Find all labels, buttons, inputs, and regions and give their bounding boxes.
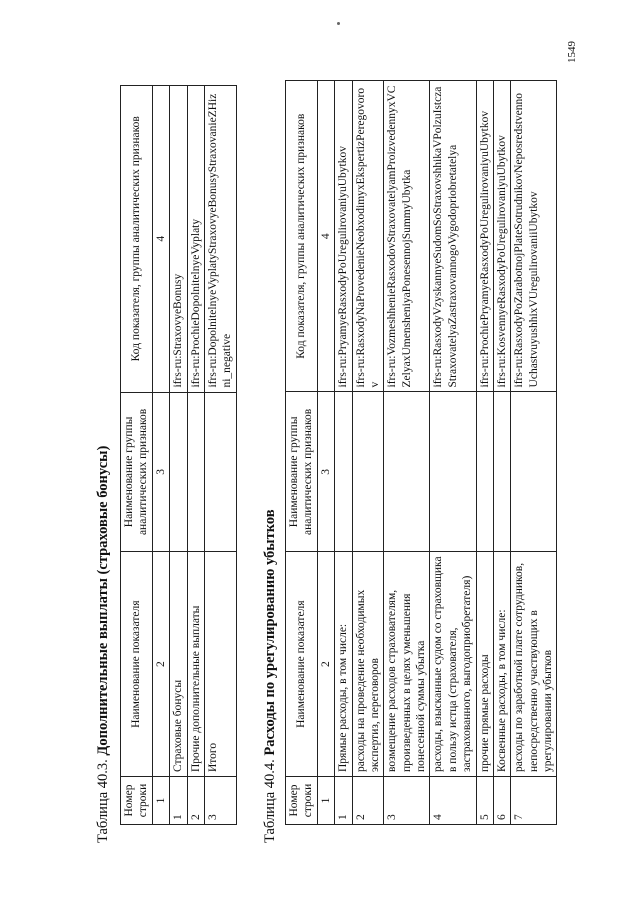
header-group-name: Наименование группы аналитических признаков — [286, 392, 318, 552]
row-number: 7 — [511, 777, 557, 825]
table-row — [352, 81, 384, 825]
col-number: 1 — [152, 777, 169, 825]
caption-prefix: Таблица 40.4. — [262, 755, 278, 843]
col-number: 4 — [317, 81, 334, 392]
row-number: 1 — [170, 777, 187, 825]
row-code: ifrs-ru:ProchiePryamyeRasxodyPoUregulirovaniyuUbytkov — [476, 81, 493, 392]
row-name: возмещение расходов страхователям, произведенных в целях уменьшения понесенной суммы убытка — [384, 552, 430, 777]
col-number: 2 — [152, 552, 169, 777]
row-code: ifrs-ru:StraxovyeBonusy — [170, 86, 187, 393]
row-name: расходы по заработной плате сотрудников, непосредственно участвующих в урегулировании убытков — [511, 552, 557, 777]
scan-speck — [337, 22, 340, 25]
col-number: 3 — [317, 392, 334, 552]
header-code: Код показателя, группы аналитических признаков — [286, 81, 318, 392]
row-code: ifrs-ru:VozmeshhenieRasxodovStraxovatelyamProizvedennyxVCZelyaxUmensheniyaPonesennojSummyUbytka — [384, 81, 430, 392]
row-number: 2 — [352, 777, 384, 825]
row-group — [511, 392, 557, 552]
caption-title: Дополнительные выплаты (страховые бонусы) — [95, 445, 111, 756]
row-code: ifrs-ru:RasxodyPoZarabotnojPlateSotrudnikovNeposredstvennoUchastvuyushhixVUregulirovaniiUbytkov — [511, 81, 557, 392]
table-row — [430, 81, 476, 825]
row-code: ifrs-ru:RasxodyVzyskannyeSudomSoStraxovshhikaVPolzuIstczaStraxovatelyaZastraxovannogoVygodopriobretatelya — [430, 81, 476, 392]
col-number: 2 — [317, 552, 334, 777]
row-number: 1 — [335, 777, 352, 825]
row-code: ifrs-ru:RasxodyNaProvedenieNeobxodimyxEkspertizPeregovorov — [352, 81, 384, 392]
table-row — [335, 81, 352, 825]
header-row-number: Номер строки — [121, 777, 153, 825]
row-group — [384, 392, 430, 552]
row-code: ifrs-ru:KosvennyeRasxodyPoUregulirovaniyuUbytkov — [493, 81, 510, 392]
row-code: ifrs-ru:DopolnitelnyeVyplatyStraxovyeBonusyStraxovanieZHizni_negative — [204, 86, 236, 393]
row-group — [335, 392, 352, 552]
row-group — [187, 392, 204, 552]
header-group-name: Наименование группы аналитических признаков — [121, 392, 153, 552]
table-row — [187, 86, 204, 825]
table-40-3-caption — [95, 446, 112, 843]
caption-title: Расходы по урегулированию убытков — [262, 509, 278, 756]
row-name: прочие прямые расходы — [476, 552, 493, 777]
row-number: 4 — [430, 777, 476, 825]
table-row — [170, 86, 187, 825]
row-name: Прямые расходы, в том числе: — [335, 552, 352, 777]
col-number: 3 — [152, 392, 169, 552]
row-code: ifrs-ru:PryamyeRasxodyPoUregulirovaniyuUbytkov — [335, 81, 352, 392]
table-row — [204, 86, 236, 825]
row-number: 3 — [384, 777, 430, 825]
row-name: Итого — [204, 552, 236, 777]
row-group — [430, 392, 476, 552]
row-group — [352, 392, 384, 552]
row-number: 6 — [493, 777, 510, 825]
row-name: расходы на проведение необходимых экспертиз, переговоров — [352, 552, 384, 777]
column-number-row — [152, 86, 169, 825]
header-code: Код показателя, группы аналитических признаков — [121, 86, 153, 393]
table-40-3 — [120, 85, 237, 825]
row-group — [204, 392, 236, 552]
header-row-number: Номер строки — [286, 777, 318, 825]
table-40-4 — [285, 80, 557, 825]
table-row — [493, 81, 510, 825]
page-number: 1549 — [566, 41, 578, 63]
table-row — [511, 81, 557, 825]
caption-prefix: Таблица 40.3. — [95, 755, 111, 843]
table-row — [384, 81, 430, 825]
column-number-row — [317, 81, 334, 825]
row-name: Косвенные расходы, в том числе: — [493, 552, 510, 777]
row-number: 5 — [476, 777, 493, 825]
row-name: Страховые бонусы — [170, 552, 187, 777]
row-number: 2 — [187, 777, 204, 825]
header-indicator-name: Наименование показателя — [121, 552, 153, 777]
row-group — [493, 392, 510, 552]
row-name: Прочие дополнительные выплаты — [187, 552, 204, 777]
row-group — [476, 392, 493, 552]
header-row — [286, 81, 318, 825]
header-row — [121, 86, 153, 825]
row-number: 3 — [204, 777, 236, 825]
table-40-4-caption — [262, 509, 279, 843]
col-number: 4 — [152, 86, 169, 393]
row-name: расходы, взысканные судом со страховщика в пользу истца (страхователя, застрахованного, выгодоприобретателя) — [430, 552, 476, 777]
row-group — [170, 392, 187, 552]
col-number: 1 — [317, 777, 334, 825]
row-code: ifrs-ru:ProchieDopolnitelnyeVyplaty — [187, 86, 204, 393]
table-row — [476, 81, 493, 825]
header-indicator-name: Наименование показателя — [286, 552, 318, 777]
